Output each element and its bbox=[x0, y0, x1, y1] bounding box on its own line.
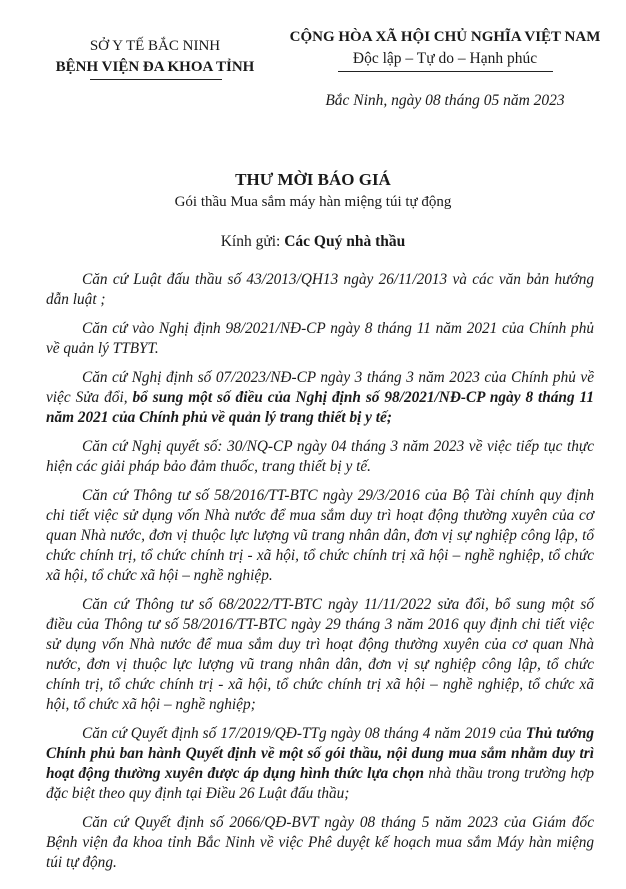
legal-basis-paragraph: Căn cứ Thông tư số 58/2016/TT-BTC ngày 29/3/2016 của Bộ Tài chính quy định chi tiết việc sử dụng vốn Nhà nước để mua sắm duy trì hoạt động thường xuyên của cơ quan Nhà nước, đơn vị thuộc lực lượng vũ trang nhân dân, đơn vị sự nghiệp công lập, tổ chức chính trị, tổ chức chính trị - xã hội, tổ chức chính trị xã hội – nghề nghiệp, tổ chức xã hội, tổ chức xã hội – nghề nghiệp. bbox=[46, 487, 594, 584]
paragraph-text: nhà thầu trong trường hợp đặc biệt theo quy định tại Điều 26 Luật đấu thầu; bbox=[46, 765, 595, 802]
motto-underline bbox=[338, 71, 553, 72]
legal-basis-paragraph: Căn cứ Thông tư số 68/2022/TT-BTC ngày 11/11/2022 sửa đổi, bổ sung một số điều của Thông tư số 58/2016/TT-BTC ngày 29 tháng 3 năm 2016 quy định chi tiết việc sử dụng vốn Nhà nước để mua sắm duy trì hoạt động thường xuyên của cơ quan Nhà nước, đơn vị thuộc lực lượng vũ trang nhân dân, đơn vị sự nghiệp công lập, tổ chức chính trị, tổ chức chính trị - xã hội, tổ chức chính trị xã hội – nghề nghiệp, tổ chức xã hội, tổ chức xã hội – nghề nghiệp; bbox=[46, 596, 594, 713]
national-motto: Độc lập – Tự do – Hạnh phúc bbox=[352, 50, 538, 67]
document-body bbox=[46, 270, 594, 882]
legal-basis-paragraph: Căn cứ Nghị quyết số: 30/NQ-CP ngày 04 tháng 3 năm 2023 về việc tiếp tục thực hiện các giải pháp bảo đảm thuốc, trang thiết bị y tế. bbox=[46, 438, 594, 475]
document-subtitle: Gói thầu Mua sắm máy hàn miệng túi tự động bbox=[174, 194, 452, 210]
parent-agency: SỞ Y TẾ BẮC NINH bbox=[89, 38, 221, 54]
paragraph-text: Căn cứ Quyết định số 17/2019/QĐ-TTg ngày 08 tháng 4 năm 2019 của bbox=[82, 725, 526, 742]
agency-underline bbox=[90, 79, 222, 80]
legal-basis-paragraph: Căn cứ Quyết định số 2066/QĐ-BVT ngày 08 tháng 5 năm 2023 của Giám đốc Bệnh viện đa khoa tỉnh Bắc Ninh về việc Phê duyệt kế hoạch mua sắm Máy hàn miệng túi tự động. bbox=[46, 814, 594, 871]
issuing-agency-block bbox=[40, 36, 270, 78]
legal-basis-paragraph bbox=[46, 724, 594, 804]
greeting-recipient: Các Quý nhà thầu bbox=[284, 233, 406, 250]
greeting bbox=[0, 233, 626, 251]
document-title: THƯ MỜI BÁO GIÁ bbox=[235, 170, 391, 189]
legal-basis-paragraph: Căn cứ Luật đấu thầu số 43/2013/QH13 ngày 26/11/2013 và các văn bản hướng dẫn luật ; bbox=[46, 271, 594, 308]
document-date: Bắc Ninh, ngày 08 tháng 05 năm 2023 bbox=[325, 92, 565, 109]
paragraph-text: Căn cứ Nghị định số 07/2023/NĐ-CP ngày 3 tháng 3 năm 2023 của Chính phủ về việc Sửa đổi, bbox=[46, 369, 594, 406]
legal-basis-paragraph: Căn cứ vào Nghị định 98/2021/NĐ-CP ngày 8 tháng 11 năm 2021 của Chính phủ về quản lý TTBYT. bbox=[46, 320, 594, 357]
greeting-prefix: Kính gửi: bbox=[220, 233, 285, 250]
legal-basis-paragraph bbox=[46, 368, 594, 428]
national-header-block bbox=[272, 26, 618, 70]
national-title: CỘNG HÒA XÃ HỘI CHỦ NGHĨA VIỆT NAM bbox=[289, 29, 601, 45]
issuing-agency: BỆNH VIỆN ĐA KHOA TỈNH bbox=[55, 59, 255, 75]
paragraph-emphasis: Thủ tướng Chính phủ ban hành Quyết định về một số gói thầu, nội dung mua sắm nhằm duy trì hoạt động thường xuyên được áp dụng hình thức lựa chọn bbox=[46, 725, 594, 782]
paragraph-emphasis: bổ sung một số điều của Nghị định số 98/2021/NĐ-CP ngày 8 tháng 11 năm 2021 của Chính phủ về quản lý trang thiết bị y tế; bbox=[46, 389, 594, 426]
